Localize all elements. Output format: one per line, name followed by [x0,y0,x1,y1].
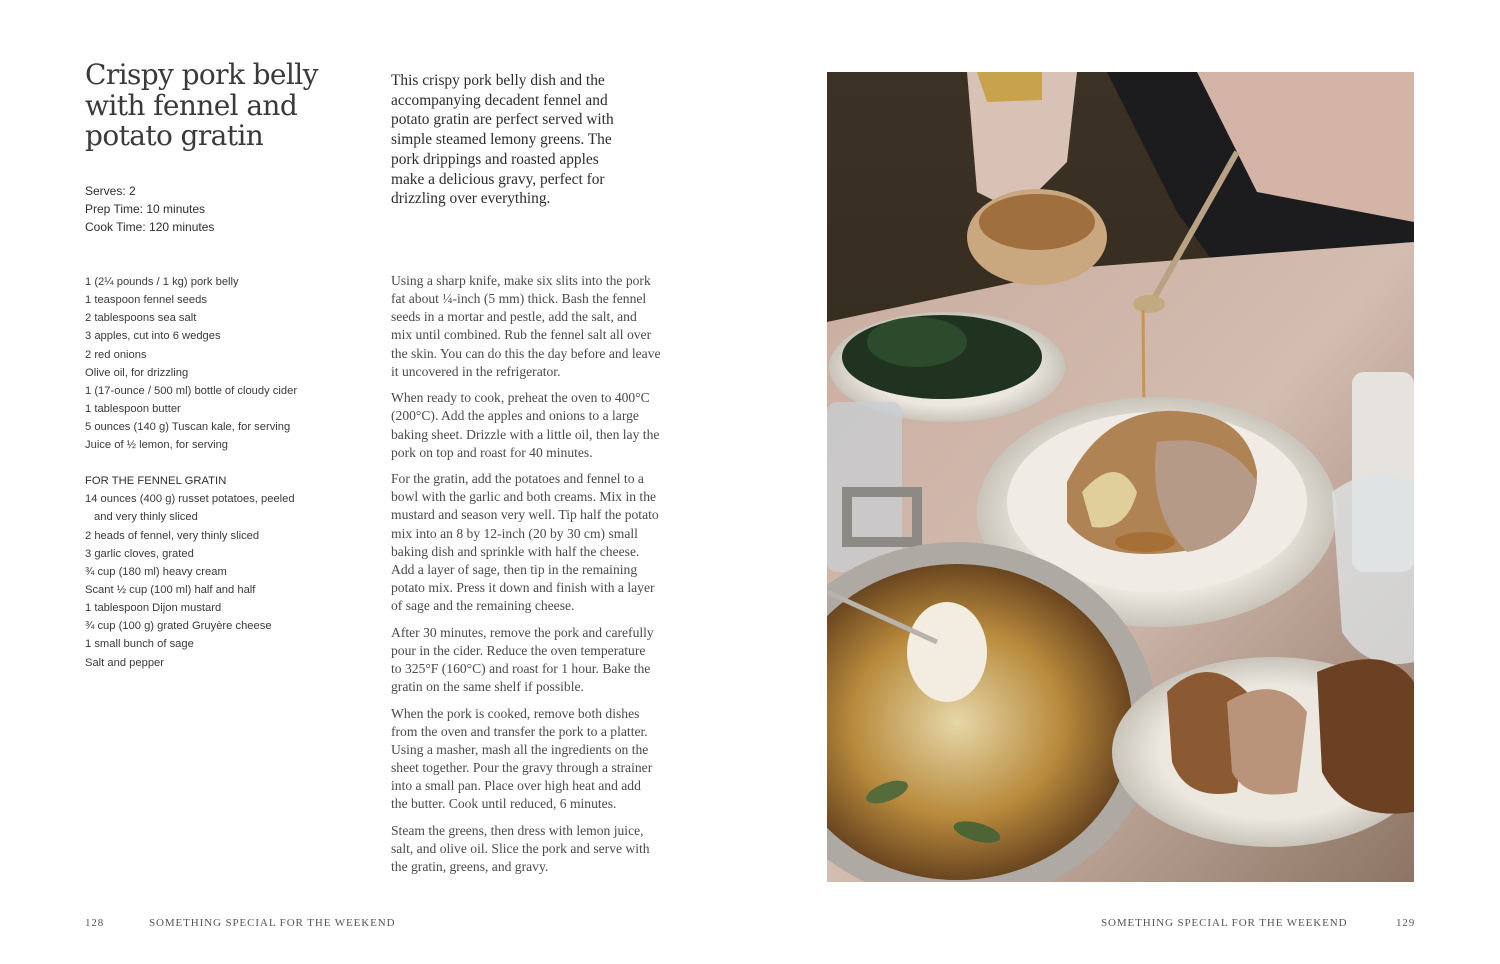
method-line: gratin on the same shelf if possible. [391,679,584,695]
intro-line: pork drippings and roasted apples [391,150,599,168]
ingredient: 1 teaspoon fennel seeds [85,294,207,307]
method-line: After 30 minutes, remove the pork and carefully [391,624,654,640]
ingredients-list [85,273,345,672]
method-line: sheet together. Pour the gravy through a strainer [391,760,653,776]
method-line: pour in the cider. Reduce the oven temperature [391,642,646,658]
gratin-ingredient: 1 small bunch of sage [85,638,194,651]
method-step-1 [391,272,681,381]
ingredient: Juice of ½ lemon, for serving [85,439,229,452]
method-line: into a small pan. Place over high heat and add [391,778,641,794]
gratin-ingredient: 14 ounces (400 g) russet potatoes, peeled [85,493,295,506]
method-line: Add a layer of sage, then tip in the remaining [391,561,638,577]
method-line: pork on top and roast for 40 minutes. [391,444,593,460]
ingredient: 1 tablespoon butter [85,403,181,416]
method-line: mix until combined. Rub the fennel salt all over [391,327,652,343]
method-line: baking sheet. Drizzle with a little oil, then lay the [391,426,660,442]
method-line: Steam the greens, then dress with lemon juice, [391,822,644,838]
title-line: Crispy pork belly [85,58,318,91]
method-line: When ready to cook, preheat the oven to 400°C [391,390,650,406]
method-line: fat about ¼-inch (5 mm) thick. Bash the fennel [391,291,647,307]
method-step-4 [391,624,681,697]
method-line: from the oven and transfer the pork to a platter. [391,723,648,739]
intro-line: drizzling over everything. [391,190,551,208]
method-line: it uncovered in the refrigerator. [391,363,561,379]
method-line: to 325°F (160°C) and roast for 1 hour. Bake the [391,661,651,677]
gratin-subheading: FOR THE FENNEL GRATIN [85,475,227,488]
ingredient: 1 (17-ounce / 500 ml) bottle of cloudy cider [85,384,298,397]
ingredient: 2 red onions [85,348,147,361]
gratin-ingredient-continued: and very thinly sliced [94,511,198,524]
ingredient: 3 apples, cut into 6 wedges [85,330,221,343]
serves: Serves: 2 [85,184,136,198]
gratin-ingredient: 1 tablespoon Dijon mustard [85,602,222,615]
method-step-3 [391,470,681,615]
method-line: the gratin, greens, and gravy. [391,859,549,875]
ingredient: 1 (2¼ pounds / 1 kg) pork belly [85,276,239,288]
method-line: potato mix. Press it down and finish with a layer [391,580,655,596]
food-photo-illustration [827,72,1414,882]
method-line: When the pork is cooked, remove both dishes [391,705,640,721]
intro-line: simple steamed lemony greens. The [391,131,612,149]
left-running-footer: SOMETHING SPECIAL FOR THE WEEKEND [149,917,396,929]
intro-line: make a delicious gravy, perfect for [391,170,605,188]
gratin-ingredient: Salt and pepper [85,656,164,669]
gratin-ingredient: 2 heads of fennel, very thinly sliced [85,529,260,542]
method-line: bowl with the garlic and both creams. Mix in the [391,489,657,505]
gratin-ingredient: ¾ cup (100 g) grated Gruyère cheese [85,620,272,633]
left-page-number: 128 [85,917,105,929]
method-line: the skin. You can do this the day before and leave [391,345,661,361]
intro-line: This crispy pork belly dish and the [391,72,605,89]
prep-time: Prep Time: 10 minutes [85,202,206,217]
intro-line: potato gratin are perfect served with [391,111,614,129]
method-line: salt, and olive oil. Slice the pork and serve with [391,841,650,857]
recipe-title [85,60,345,152]
gratin-ingredient: 3 garlic cloves, grated [85,547,194,560]
method-line: Using a masher, mash all the ingredients on the [391,741,649,757]
method-line: Using a sharp knife, make six slits into the pork [391,273,651,288]
method-line: For the gratin, add the potatoes and fennel to a [391,471,644,487]
method-line: seeds in a mortar and pestle, add the salt, and [391,309,637,325]
title-line: potato gratin [85,119,264,152]
method-step-6 [391,822,681,876]
cook-time: Cook Time: 120 minutes [85,220,215,235]
method-line: the butter. Cook until reduced, 6 minutes. [391,796,617,812]
gratin-ingredient: ¾ cup (180 ml) heavy cream [85,565,227,578]
ingredient: 5 ounces (140 g) Tuscan kale, for serving [85,421,291,434]
recipe-intro [391,71,651,209]
recipe-photo [827,72,1414,882]
method-line: mustard and season very well. Tip half the potato [391,507,659,523]
recipe-meta [85,182,214,237]
ingredient: Olive oil, for drizzling [85,366,189,379]
method-step-2 [391,389,681,462]
title-line: with fennel and [85,88,298,122]
method-steps [391,272,681,885]
intro-line: accompanying decadent fennel and [391,91,608,109]
right-page-number: 129 [1396,917,1416,929]
method-line: mix into an 8 by 12-inch (20 by 30 cm) small [391,525,638,541]
method-line: (200°C). Add the apples and onions to a large [391,408,639,424]
method-line: of sage and the remaining cheese. [391,598,575,614]
method-step-5 [391,705,681,814]
ingredient: 2 tablespoons sea salt [85,312,197,325]
right-running-footer: SOMETHING SPECIAL FOR THE WEEKEND [1101,917,1348,929]
method-line: baking dish and sprinkle with half the cheese. [391,543,640,559]
gratin-ingredient: Scant ½ cup (100 ml) half and half [85,584,256,596]
